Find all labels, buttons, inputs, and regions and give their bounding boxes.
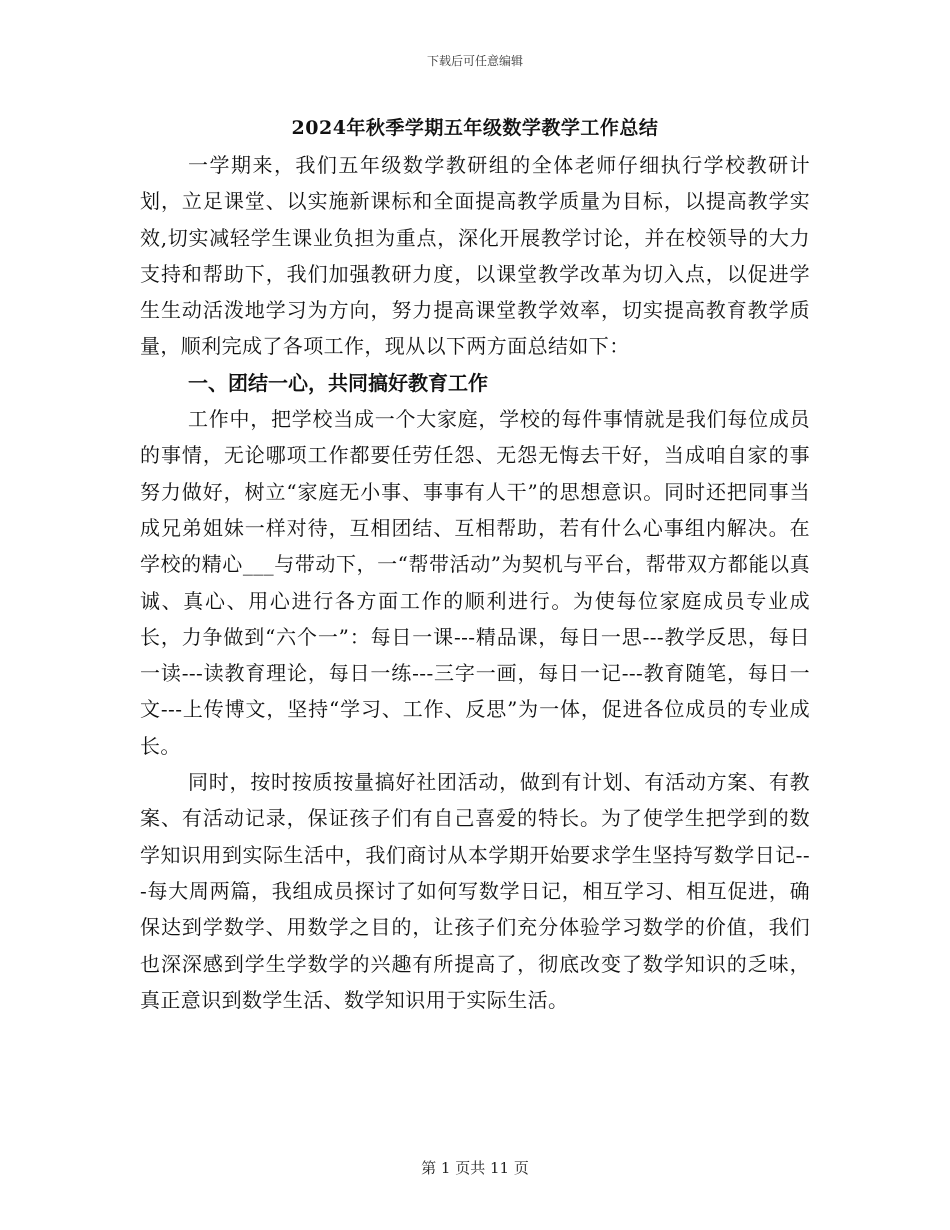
intro-paragraph: 一学期来，我们五年级数学教研组的全体老师仔细执行学校教研计划，立足课堂、以实施新课标和全面提高教学质量为目标，以提高教学实效,切实减轻学生课业负担为重点，深化开展教学讨论，并在校领导的大力支持和帮助下，我们加强教研力度，以课堂教学改革为切入点，以促进学生生动活泼地学习为方向，努力提高课堂教学效率，切实提高教育教学质量，顺利完成了各项工作，现从以下两方面总结如下： — [140, 153, 810, 359]
body-paragraph: 同时，按时按质按量搞好社团活动，做到有计划、有活动方案、有教案、有活动记录，保证孩子们有自己喜爱的特长。为了使学生把学到的数学知识用到实际生活中，我们商讨从本学期开始要求学生坚持写数学日记---每大周两篇，我组成员探讨了如何写数学日记，相互学习、相互促进，确保达到学数学、用数学之目的，让孩子们充分体验学习数学的价值，我们也深深感到学生学数学的兴趣有所提高了，彻底改变了数学知识的乏味，真正意识到数学生活、数学知识用于实际生活。 — [140, 770, 810, 1012]
body-paragraph: 工作中，把学校当成一个大家庭，学校的每件事情就是我们每位成员的事情，无论哪项工作都要任劳任怨、无怨无悔去干好，当成咱自家的事努力做好，树立“家庭无小事、事事有人干”的思想意识。同时还把同事当成兄弟姐妹一样对待，互相团结、互相帮助，若有什么心事组内解决。在学校的精心___与带动下，一“帮带活动”为契机与平台，帮带双方都能以真诚、真心、用心进行各方面工作的顺利进行。为使每位家庭成员专业成长，力争做到“六个一”：每日一课---精品课，每日一思---教学反思，每日一读---读教育理论，每日一练---三字一画，每日一记---教育随笔，每日一文---上传博文，坚持“学习、工作、反思”为一体，促进各位成员的专业成长。 — [140, 407, 810, 758]
page-footer: 第 1 页共 11 页 — [421, 1159, 529, 1177]
section-heading: 一、团结一心，共同搞好教育工作 — [188, 370, 488, 395]
document-body — [140, 147, 810, 1018]
document-title: 2024年秋季学期五年级数学教学工作总结 — [291, 117, 659, 139]
header-note: 下载后可任意编辑 — [426, 54, 523, 68]
